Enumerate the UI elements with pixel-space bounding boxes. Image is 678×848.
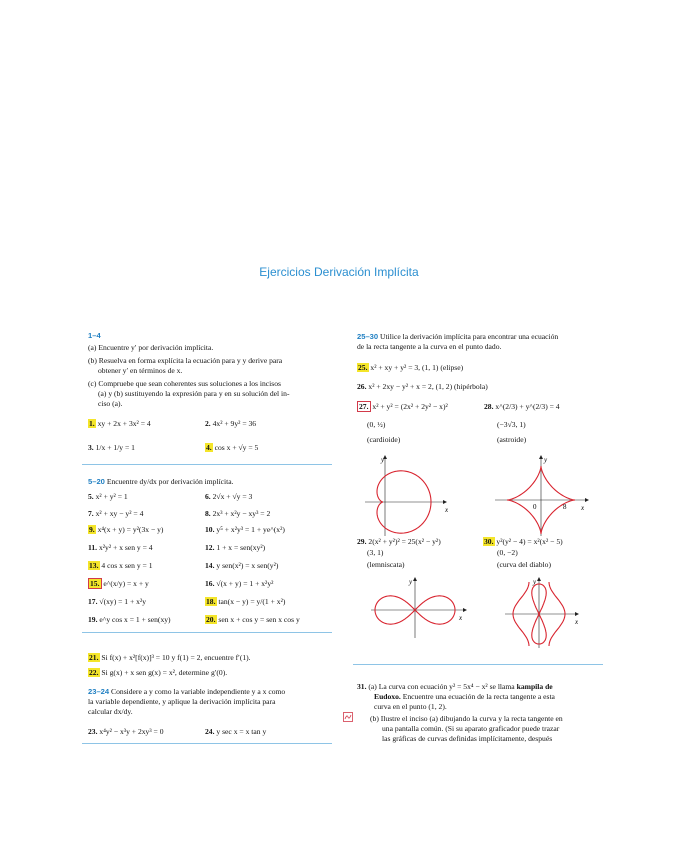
exercise: 6. 2√x + √y = 3 [205, 492, 253, 501]
exercise-text: curva en el punto (1, 2). [374, 702, 447, 711]
exercise: 30. y²(y² − 4) = x²(x² − 5) [484, 537, 563, 546]
section-range: 1–4 [88, 331, 101, 340]
exercise-text: una pantalla común. (Si su aparato graficador puede trazar [382, 724, 560, 733]
exercise: 10. y⁵ + x²y³ = 1 + ye^(x²) [205, 525, 285, 534]
exercise: 1. xy + 2x + 3x² = 4 [89, 419, 151, 428]
divider [353, 664, 603, 665]
exercise: 18. tan(x − y) = y/(1 + x²) [206, 597, 286, 606]
point: (0, −2) [497, 548, 518, 557]
curve-name: (lemniscata) [367, 560, 405, 569]
cardioid-graph [365, 454, 455, 538]
axis-label: y [381, 456, 385, 464]
astroid-graph [493, 454, 593, 538]
divider [82, 464, 332, 465]
exercise: 31. (a) La curva con ecuación y² = 5x⁴ − x² se llama kampila de [357, 682, 553, 691]
exercise: 15. e^(x/y) = x + y [90, 579, 149, 588]
exercise: 8. 2x³ + x²y − xy³ = 2 [205, 509, 271, 518]
exercise: 29. 2(x² + y²)² = 25(x² − y²) [357, 537, 441, 546]
instruction-c: (c) Compruebe que sean coherentes sus soluciones a los incisos [88, 379, 281, 388]
lemniscate-graph [369, 576, 469, 640]
exercise: 12. 1 + x = sen(xy²) [205, 543, 266, 552]
section-header: 23–24 Considere a y como la variable independiente y a x como [88, 687, 286, 696]
instruction-a: (a) Encuentre y′ por derivación implícita. [88, 343, 214, 352]
section-header: 5–20 Encuentre dy/dx por derivación implícita. [88, 477, 234, 486]
instruction-c-cont2: ciso (a). [98, 399, 123, 408]
exercise: 24. y sec x = x tan y [205, 727, 267, 736]
axis-label: y [409, 578, 413, 586]
instruction-b: (b) Resuelva en forma explícita la ecuación para y y derive para [88, 356, 283, 365]
exercise: 22. Si g(x) + x sen g(x) = x², determine g′(0). [89, 668, 228, 677]
page-title: Ejercicios Derivación Implícita [259, 265, 419, 279]
section-text: de la recta tangente a la curva en el punto dado. [357, 342, 502, 351]
axis-label: y [533, 578, 537, 586]
exercise: 26. x² + 2xy − y² + x = 2, (1, 2) (hipérbola) [357, 382, 488, 391]
exercise: 11. x²y² + x sen y = 4 [88, 543, 153, 552]
curve-name: (cardioide) [367, 435, 401, 444]
exercise: 27. x² + y² = (2x² + 2y² − x)² [359, 402, 448, 411]
exercise: 21. Si f(x) + x²[f(x)]³ = 10 y f(1) = 2, encuentre f′(1). [89, 653, 251, 662]
exercise: 7. x² + xy − y² = 4 [88, 509, 144, 518]
section-text: la variable dependiente, y aplique la derivación implícita para [88, 697, 276, 706]
point: (0, ½) [367, 420, 386, 429]
origin-label: 0 [533, 503, 537, 511]
exercise: 2. 4x² + 9y² = 36 [205, 419, 257, 428]
exercise: 16. √(x + y) = 1 + x²y² [205, 579, 274, 588]
exercise: 3. 1/x + 1/y = 1 [88, 443, 135, 452]
axis-label: x [581, 504, 585, 512]
exercise: 28. x^(2/3) + y^(2/3) = 4 [484, 402, 560, 411]
axis-label: y [544, 456, 548, 464]
axis-label: x [575, 618, 579, 626]
divider [82, 743, 332, 744]
point: (−3√3, 1) [497, 420, 526, 429]
graphing-calculator-icon [343, 712, 353, 722]
exercise: 23. x⁴y² − x³y + 2xy³ = 0 [88, 727, 164, 736]
instruction-b-cont: obtener y′ en términos de x. [98, 366, 183, 375]
exercise: 9. x⁴(x + y) = y²(3x − y) [89, 525, 164, 534]
exercise-text: (b) Ilustre el inciso (a) dibujando la curva y la recta tangente en [370, 714, 563, 723]
tick-label: 8 [563, 503, 567, 511]
exercise: 17. √(xy) = 1 + x²y [88, 597, 147, 606]
exercise: 19. e^y cos x = 1 + sen(xy) [88, 615, 171, 624]
curve-name: (astroide) [497, 435, 527, 444]
axis-label: x [459, 614, 463, 622]
exercise: 14. y sen(x²) = x sen(y²) [205, 561, 279, 570]
instruction-c-cont: (a) y (b) sustituyendo la expresión para y en su solución del in- [98, 389, 290, 398]
exercise: 4. cos x + √y = 5 [206, 443, 259, 452]
exercise: 5. x² + y² = 1 [88, 492, 128, 501]
divider [82, 632, 332, 633]
exercise-text: Eudoxo. Encuentre una ecuación de la recta tangente a esta [374, 692, 555, 701]
axis-label: x [445, 506, 449, 514]
section-header: 25–30 Utilice la derivación implícita para encontrar una ecuación [357, 332, 559, 341]
section-text: calcular dx/dy. [88, 707, 133, 716]
curve-name: (curva del diablo) [497, 560, 551, 569]
point: (3, 1) [367, 548, 384, 557]
devil-curve-graph [503, 576, 583, 650]
exercise: 13. 4 cos x sen y = 1 [89, 561, 153, 570]
exercise: 25. x² + xy + y² = 3, (1, 1) (elipse) [358, 363, 464, 372]
exercise-text: las gráficas de curvas definidas implícitamente, después [382, 734, 553, 743]
exercise: 20. sen x + cos y = sen x cos y [206, 615, 300, 624]
